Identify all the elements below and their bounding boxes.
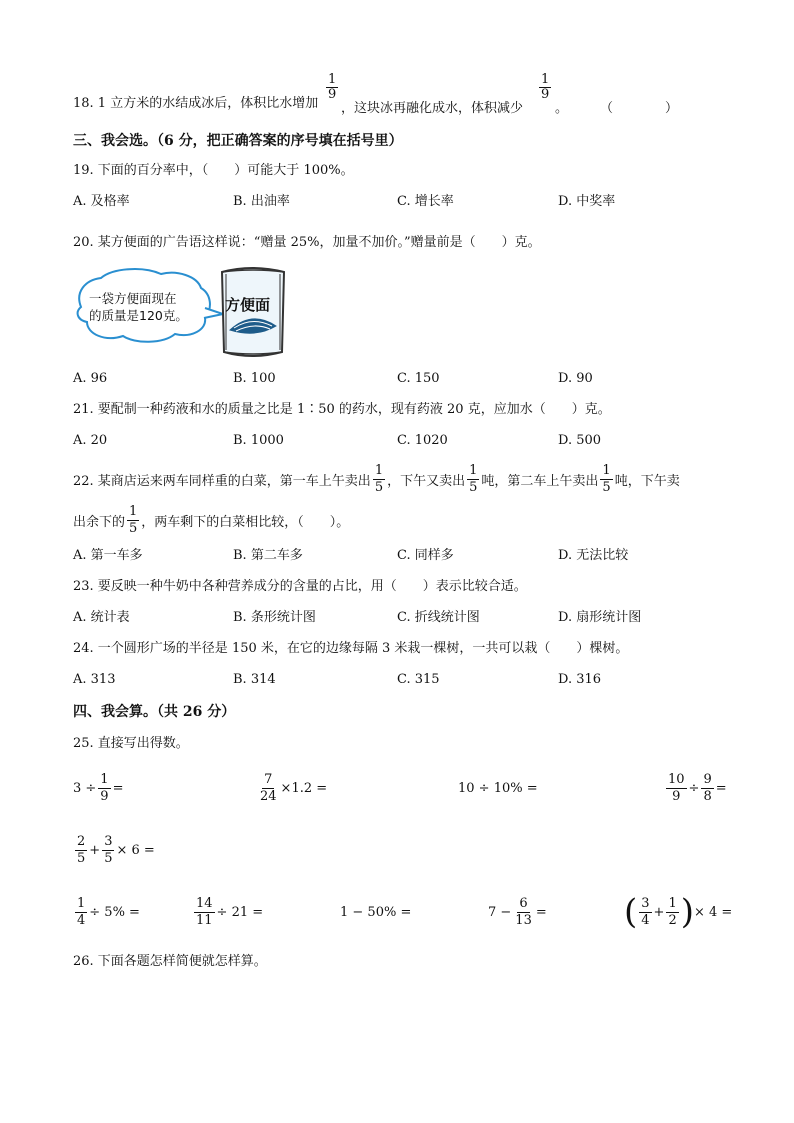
q21-option-b[interactable]: B. 1000 [233,433,284,448]
q19-option-d[interactable]: D. 中奖率 [558,194,616,209]
q22-text-1: 22. 某商店运来两车同样重的白菜，第一车上午卖出 [73,473,371,489]
q21-option-a[interactable]: A. 20 [73,433,108,448]
q18-text-c: 。 [555,101,569,116]
question-22-line-1 [73,459,680,499]
q25-expr-9: 7 − $\frac{6}{13}$ = [488,895,547,928]
q21-option-c[interactable]: C. 1020 [397,433,448,448]
question-22-line-2 [73,500,349,540]
q22-text-5: 出余下的 [73,514,126,530]
q18-fraction-1: $\frac{1}{9}$ [328,72,337,103]
section-3-title: 三、我会选。（6 分，把正确答案的序号填在括号里） [73,133,403,149]
q18-fraction-2: $\frac{1}{9}$ [541,72,550,103]
q22-option-a[interactable]: A. 第一车多 [73,548,143,563]
q20-option-d[interactable]: D. 90 [558,371,593,386]
question-26-stem: 26. 下面各题怎样简便就怎样算。 [73,954,267,969]
q20-option-b[interactable]: B. 100 [233,371,276,386]
question-25-stem: 25. 直接写出得数。 [73,736,189,751]
q25-expr-10: ( $\frac{3}{4}$ + $\frac{1}{2}$ ) × 4 = [624,892,733,932]
q23-option-d[interactable]: D. 扇形统计图 [558,610,642,625]
q20-option-c[interactable]: C. 150 [397,371,440,386]
question-19-stem: 19. 下面的百分率中，（ ）可能大于 100%。 [73,163,354,178]
q23-option-b[interactable]: B. 条形统计图 [233,610,316,625]
q22-option-d[interactable]: D. 无法比较 [558,548,629,563]
q22-fraction-3: $\frac{1}{5}$ [602,462,611,495]
question-21-stem: 21. 要配制一种药液和水的质量之比是 1∶50 的药水，现有药液 20 克，应加水（ ）克。 [73,402,611,417]
q21-option-d[interactable]: D. 500 [558,433,602,448]
question-18 [73,97,318,110]
q25-expr-6: $\frac{1}{4}$ ÷ 5% = [77,895,140,928]
bubble-line-1: 一袋方便面现在 [89,291,177,306]
q22-text-2: ，下午又卖出 [387,473,466,489]
q19-option-a[interactable]: A. 及格率 [73,194,130,209]
q18-text-b: ，这块冰再融化成水，体积减少 [341,101,524,116]
q23-option-a[interactable]: A. 统计表 [73,610,130,625]
question-20-stem: 20. 某方便面的广告语这样说：“赠量 25%，加量不加价。”赠量前是（ ）克。 [73,235,541,250]
q18-text-a: 18. 1 立方米的水结成冰后，体积比水增加 [73,96,319,111]
q25-expr-8: 1 − 50% = [340,904,412,920]
q18-answer-paren: （ ） [600,101,679,116]
q22-option-c[interactable]: C. 同样多 [397,548,454,563]
q19-option-c[interactable]: C. 增长率 [397,194,454,209]
q22-option-b[interactable]: B. 第二车多 [233,548,303,563]
q22-text-4: 吨，下午卖 [614,473,680,489]
q25-expr-4: $\frac{10}{9}$ ÷ $\frac{9}{8}$ = [668,771,727,804]
q24-option-c[interactable]: C. 315 [397,672,440,687]
question-23-stem: 23. 要反映一种牛奶中各种营养成分的含量的占比，用（ ）表示比较合适。 [73,579,527,594]
q24-option-a[interactable]: A. 313 [73,672,116,687]
q20-illustration [73,262,293,362]
q19-option-b[interactable]: B. 出油率 [233,194,290,209]
left-paren-icon: ( [624,892,638,932]
q22-fraction-1: $\frac{1}{5}$ [374,462,384,495]
bag-label: 方便面 [225,296,271,314]
q22-text-3: 吨，第二车上午卖出 [481,473,599,489]
q25-expr-1: 3 ÷ $\frac{1}{9}$ = [73,771,124,804]
q23-option-c[interactable]: C. 折线统计图 [397,610,480,625]
q25-expr-3: 10 ÷ 10% = [458,780,538,796]
question-24-stem: 24. 一个圆形广场的半径是 150 米，在它的边缘每隔 3 米栽一棵树，一共可以栽（ ）棵树。 [73,641,629,656]
q22-text-6: ，两车剩下的白菜相比较，（ ）。 [141,514,350,530]
q22-fraction-4: $\frac{1}{5}$ [129,503,138,536]
q25-expr-2: $\frac{7}{24}$ ×1.2 = [260,771,328,804]
right-paren-icon: ) [680,892,694,932]
q22-fraction-2: $\frac{1}{5}$ [469,462,478,495]
q25-expr-5: $\frac{2}{5}$ + $\frac{3}{5}$ × 6 = [77,833,155,866]
q20-option-a[interactable]: A. 96 [73,371,108,386]
q25-expr-7: $\frac{14}{11}$ ÷ 21 = [196,895,264,928]
section-4-title: 四、我会算。（共 26 分） [73,704,236,720]
q24-option-d[interactable]: D. 316 [558,672,602,687]
q24-option-b[interactable]: B. 314 [233,672,276,687]
bubble-line-2: 的质量是120克。 [89,308,188,323]
